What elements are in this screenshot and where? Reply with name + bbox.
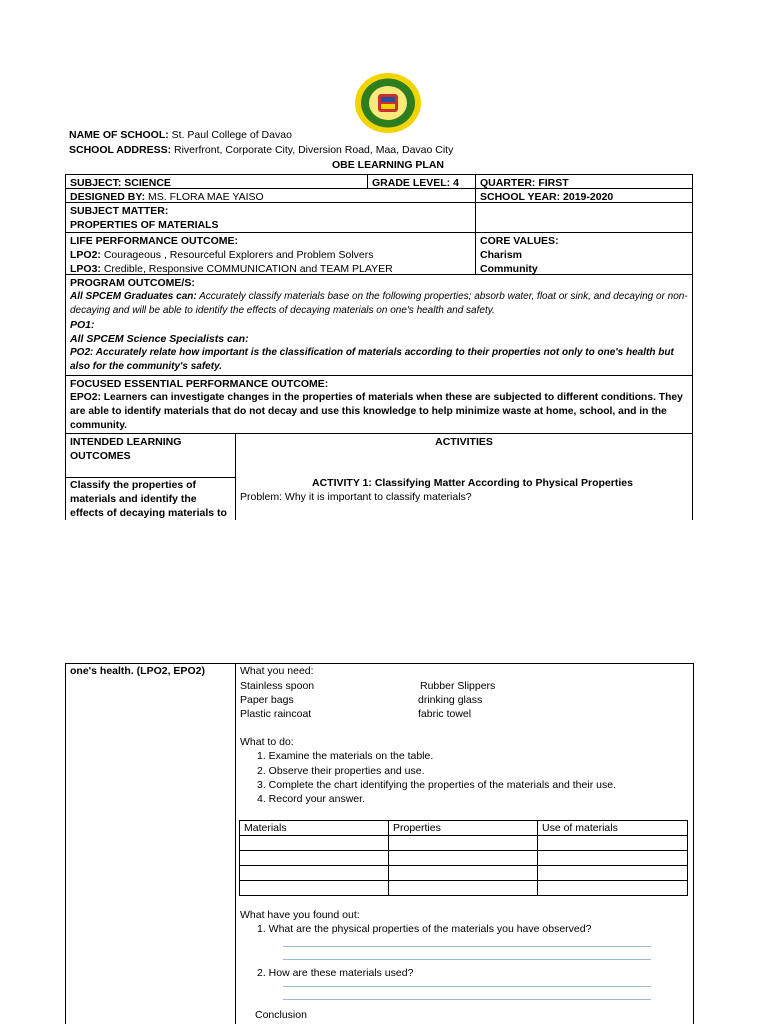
- lpo3-value: Credible, Responsive COMMUNICATION and TEAM PLAYER: [100, 263, 393, 275]
- activities-header: ACTIVITIES: [435, 436, 493, 448]
- core-values-label: CORE VALUES:: [480, 235, 559, 247]
- question-2: 2. How are these materials used?: [257, 967, 414, 979]
- todo-step: 3. Complete the chart identifying the properties of the materials and their use.: [257, 779, 616, 791]
- chart-cell[interactable]: [240, 881, 389, 896]
- life-performance-outcome-cell: [65, 232, 476, 275]
- chart-header-materials: Materials: [240, 821, 389, 836]
- chart-cell[interactable]: [538, 851, 688, 866]
- conclusion-label: Conclusion: [255, 1009, 307, 1021]
- ilo-cell: [65, 433, 236, 520]
- ilo-text-1: Classify the properties of materials and identify the effects of decaying materials to: [66, 477, 235, 520]
- fepo-label: FOCUSED ESSENTIAL PERFORMANCE OUTCOME:: [70, 378, 329, 390]
- answer-line[interactable]: [283, 959, 651, 960]
- lpo2-value: Courageous , Resourceful Explorers and Problem Solvers: [100, 249, 374, 261]
- quarter-cell: QUARTER: FIRST: [475, 174, 693, 189]
- ilo-header: INTENDED LEARNING OUTCOMES: [70, 436, 182, 462]
- todo-step: 4. Record your answer.: [257, 793, 365, 805]
- school-address-label: SCHOOL ADDRESS:: [69, 144, 172, 156]
- chart-header-properties: Properties: [389, 821, 538, 836]
- po-graduates-line: [70, 290, 688, 318]
- need-item: Plastic raincoat: [240, 708, 312, 720]
- focused-outcome-cell: [65, 375, 693, 434]
- core-value-2: Community: [480, 263, 538, 275]
- empty-cell: [475, 202, 693, 233]
- po1-label: PO1:: [70, 319, 95, 331]
- epo2-text: EPO2: Learners can investigate changes in the properties of materials when these are subjected to different conditions. They are able to identify materials that do not decay and use this knowledge to help minimize waste at home, school, and in the community.: [70, 392, 683, 431]
- document-title: OBE LEARNING PLAN: [332, 159, 445, 171]
- lpo3-label: LPO3:: [70, 263, 101, 275]
- school-seal-logo: [354, 72, 422, 134]
- table-row: [240, 836, 688, 851]
- core-value-1: Charism: [480, 249, 523, 261]
- chart-cell[interactable]: [240, 836, 389, 851]
- subject-matter-cell: [65, 202, 476, 233]
- problem-text: Problem: Why it is important to classify materials?: [240, 491, 472, 503]
- chart-cell[interactable]: [389, 881, 538, 896]
- need-item: Rubber Slippers: [420, 680, 496, 692]
- designed-by-value: MS. FLORA MAE YAISO: [145, 191, 264, 203]
- subject-matter-label: SUBJECT MATTER:: [70, 205, 169, 217]
- lpo2-line: [70, 248, 471, 262]
- core-values-cell: [475, 232, 693, 275]
- activities-cell: [235, 433, 693, 520]
- chart-cell[interactable]: [240, 851, 389, 866]
- po-specialists-label: All SPCEM Science Specialists can:: [70, 333, 249, 345]
- answer-line[interactable]: [283, 946, 651, 947]
- lpo-label: LIFE PERFORMANCE OUTCOME:: [70, 235, 238, 247]
- ilo-text-2: one's health. (LPO2, EPO2): [70, 665, 205, 677]
- grade-level-cell: GRADE LEVEL: 4: [367, 174, 476, 189]
- need-item: Paper bags: [240, 694, 294, 706]
- school-name-value: St. Paul College of Davao: [168, 129, 292, 141]
- todo-step: 2. Observe their properties and use.: [257, 765, 425, 777]
- po-graduates-label: All SPCEM Graduates can:: [70, 291, 197, 302]
- activity-title: ACTIVITY 1: Classifying Matter According to Physical Properties: [312, 477, 633, 489]
- found-out-label: What have you found out:: [240, 909, 360, 921]
- designed-by-cell: [65, 188, 476, 203]
- todo-step: 1. Examine the materials on the table.: [257, 750, 434, 762]
- po2-text: PO2: Accurately relate how important is the classification of materials according to their properties not only to one's health but also for the community's safety.: [70, 347, 674, 372]
- answer-line[interactable]: [283, 999, 651, 1000]
- what-you-need-label: What you need:: [240, 665, 314, 677]
- lpo2-label: LPO2:: [70, 249, 101, 261]
- need-item: drinking glass: [418, 694, 483, 706]
- po-graduates-text: Accurately classify materials base on the following properties; absorb water, float or sink, and decaying or non-decaying and will be able to identify the effects of decaying materials on one's health and safety.: [70, 291, 688, 316]
- page2-mid-border: [235, 663, 236, 1024]
- school-address-line: [69, 143, 453, 157]
- chart-cell[interactable]: [538, 881, 688, 896]
- school-name-label: NAME OF SCHOOL:: [69, 129, 169, 141]
- chart-cell[interactable]: [389, 866, 538, 881]
- what-to-do-label: What to do:: [240, 736, 294, 748]
- chart-cell[interactable]: [389, 836, 538, 851]
- chart-cell[interactable]: [538, 836, 688, 851]
- chart-header-use: Use of materials: [538, 821, 688, 836]
- table-row: [240, 881, 688, 896]
- program-outcome-label: PROGRAM OUTCOME/S:: [70, 277, 195, 289]
- properties-chart: [239, 820, 688, 896]
- program-outcome-cell: [65, 274, 693, 376]
- subject-cell: SUBJECT: SCIENCE: [65, 174, 368, 189]
- table-row: [240, 866, 688, 881]
- school-name-line: [69, 128, 292, 142]
- chart-cell[interactable]: [389, 851, 538, 866]
- school-year-cell: SCHOOL YEAR: 2019-2020: [475, 188, 693, 203]
- subject-matter-value: PROPERTIES OF MATERIALS: [70, 219, 219, 231]
- school-address-value: Riverfront, Corporate City, Diversion Road, Maa, Davao City: [171, 144, 454, 156]
- page2-left-border: [65, 663, 66, 1024]
- chart-cell[interactable]: [538, 866, 688, 881]
- need-item: Stainless spoon: [240, 680, 315, 692]
- need-item: fabric towel: [418, 708, 472, 720]
- table-row: [240, 851, 688, 866]
- page2-right-border: [693, 663, 694, 1024]
- designed-by-label: DESIGNED BY:: [70, 191, 146, 203]
- answer-line[interactable]: [283, 986, 651, 987]
- chart-cell[interactable]: [240, 866, 389, 881]
- question-1: 1. What are the physical properties of the materials you have observed?: [257, 923, 592, 935]
